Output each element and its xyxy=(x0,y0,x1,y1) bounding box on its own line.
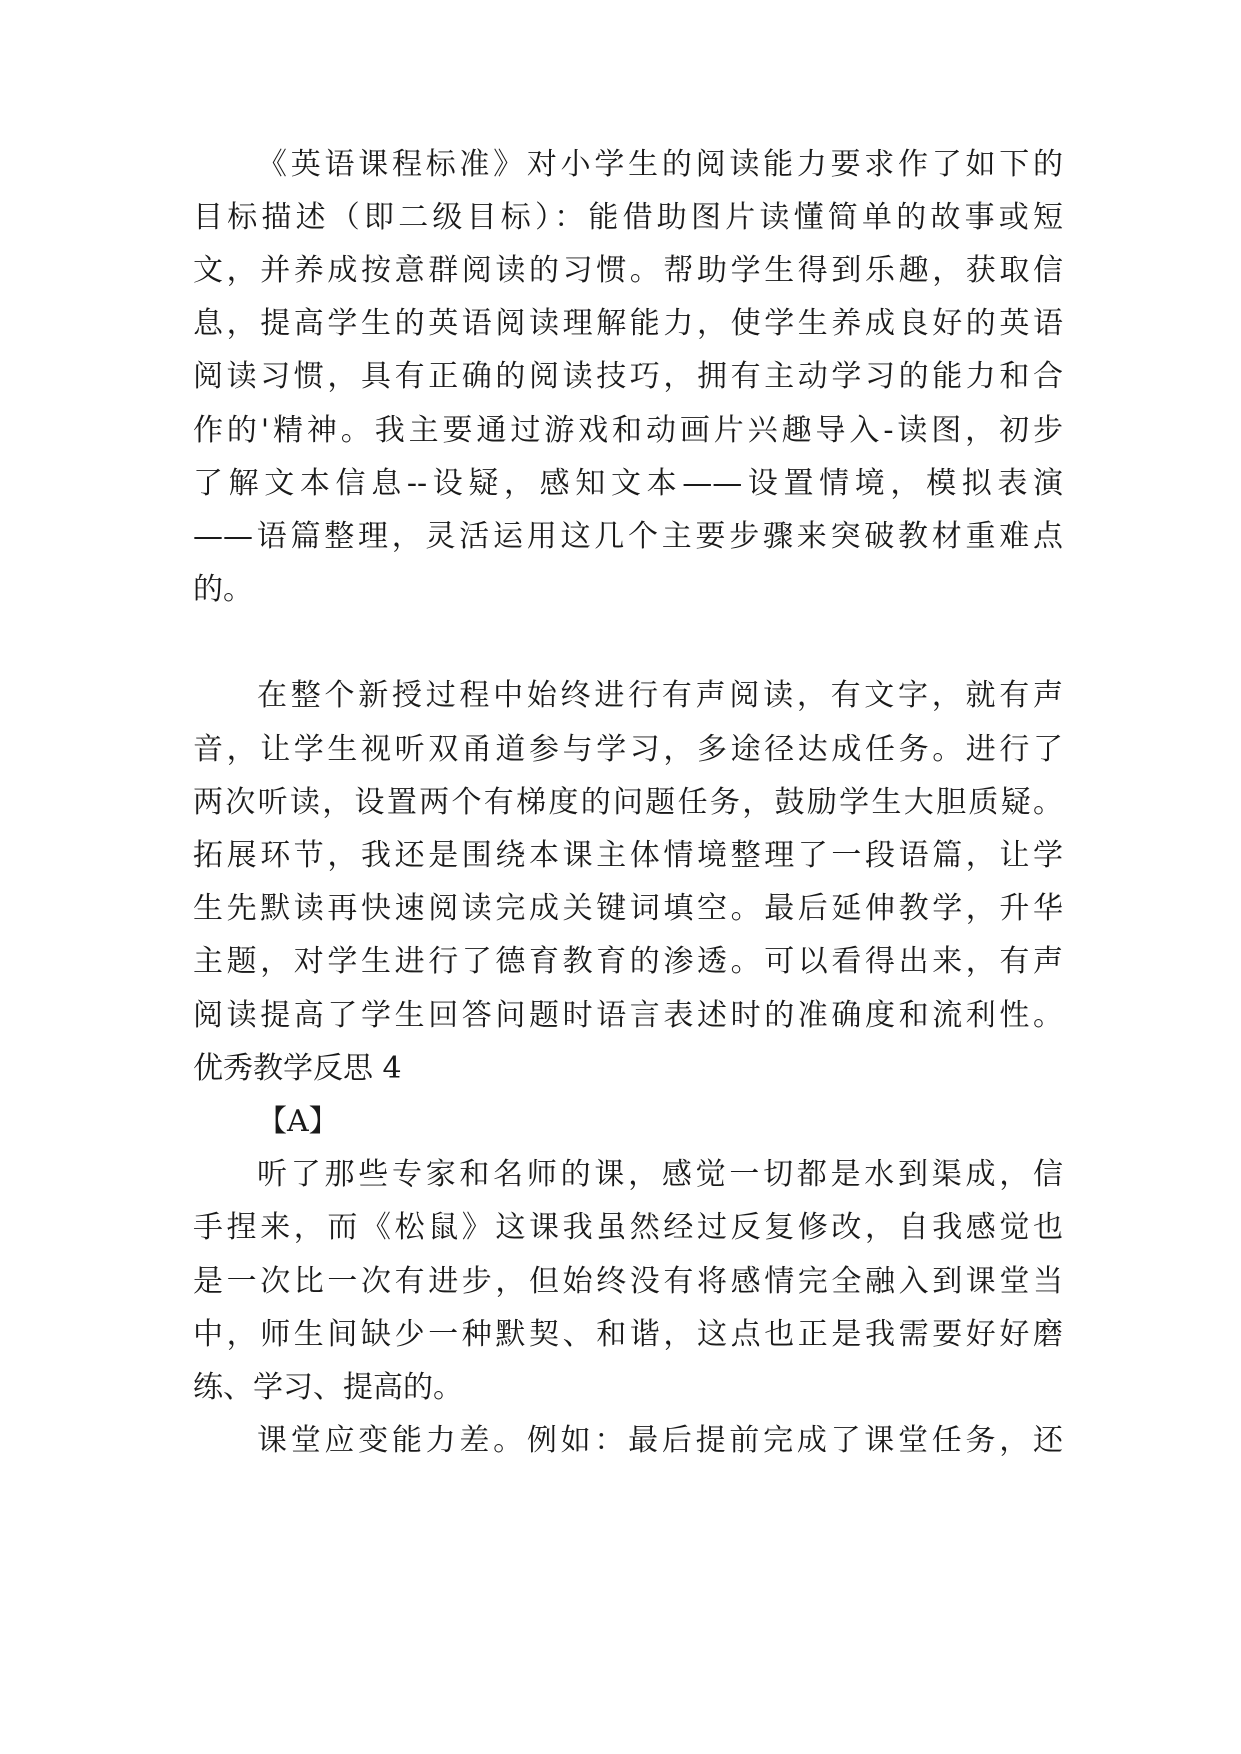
paragraph-line: 《英语课程标准》对小学生的阅读能力要求作了如下的 xyxy=(257,147,1063,182)
paragraph-line: 主题，对学生进行了德育教育的渗透。可以看得出来，有声 xyxy=(193,944,1063,979)
paragraph-line: 听了那些专家和名师的课，感觉一切都是水到渠成，信 xyxy=(257,1157,1063,1192)
paragraph-line: 在整个新授过程中始终进行有声阅读，有文字，就有声 xyxy=(257,678,1063,713)
paragraph-line: 阅读习惯，具有正确的阅读技巧，拥有主动学习的能力和合 xyxy=(193,359,1063,394)
paragraph-line: 中，师生间缺少一种默契、和谐，这点也正是我需要好好磨 xyxy=(193,1317,1063,1352)
paragraph-line: 生先默读再快速阅读完成关键词填空。最后延伸教学，升华 xyxy=(193,891,1063,926)
paragraph-line: 文，并养成按意群阅读的习惯。帮助学生得到乐趣，获取信 xyxy=(193,253,1063,288)
paragraph-line: 作的'精神。我主要通过游戏和动画片兴趣导入-读图，初步 xyxy=(193,413,1063,448)
paragraph-line: 课堂应变能力差。例如：最后提前完成了课堂任务，还 xyxy=(257,1423,1063,1458)
paragraph-line: 练、学习、提高的。 xyxy=(193,1370,463,1405)
paragraph-line: 拓展环节，我还是围绕本课主体情境整理了一段语篇，让学 xyxy=(193,838,1063,873)
paragraph-line: 目标描述（即二级目标）：能借助图片读懂简单的故事或短 xyxy=(193,200,1063,235)
paragraph-line: 息，提高学生的英语阅读理解能力，使学生养成良好的英语 xyxy=(193,306,1063,341)
paragraph-line: 阅读提高了学生回答问题时语言表述时的准确度和流利性。 xyxy=(193,998,1063,1033)
paragraph-line: ——语篇整理，灵活运用这几个主要步骤来突破教材重难点 xyxy=(193,519,1063,554)
paragraph-line: 音，让学生视听双甬道参与学习，多途径达成任务。进行了 xyxy=(193,732,1063,767)
section-heading: 优秀教学反思 4 xyxy=(193,1051,402,1086)
paragraph-line: 手捏来，而《松鼠》这课我虽然经过反复修改，自我感觉也 xyxy=(193,1210,1063,1245)
paragraph-line: 的。 xyxy=(193,572,253,607)
paragraph-line: 了解文本信息--设疑，感知文本——设置情境，模拟表演 xyxy=(193,466,1063,501)
paragraph-line: 是一次比一次有进步，但始终没有将感情完全融入到课堂当 xyxy=(193,1264,1063,1299)
section-marker: 【A】 xyxy=(257,1104,339,1139)
paragraph-line: 两次听读，设置两个有梯度的问题任务，鼓励学生大胆质疑。 xyxy=(193,785,1063,820)
